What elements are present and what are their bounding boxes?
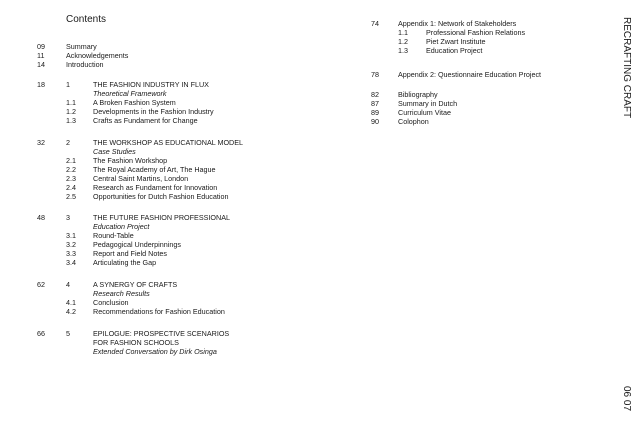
toc-title: Case Studies (93, 147, 136, 156)
toc-page-number: 62 (37, 280, 45, 289)
toc-title: A SYNERGY OF CRAFTS (93, 280, 178, 289)
toc-section-number: 1.3 (398, 46, 408, 55)
toc-title: Summary in Dutch (398, 99, 458, 108)
toc-page-number: 90 (371, 117, 379, 126)
toc-section-number: 5 (66, 329, 70, 338)
toc-section-number: 2.1 (66, 156, 76, 165)
toc-section-number: 3.1 (66, 231, 76, 240)
toc-title: Report and Field Notes (93, 249, 167, 258)
toc-section-number: 2.5 (66, 192, 76, 201)
toc-title: Introduction (66, 60, 104, 69)
toc-title: Bibliography (398, 90, 438, 99)
toc-title: Appendix 1: Network of Stakeholders (398, 19, 517, 28)
toc-section-number: 3.4 (66, 258, 76, 267)
toc-title: Crafts as Fundament for Change (93, 116, 198, 125)
toc-section-number: 1.2 (398, 37, 408, 46)
toc-title: THE FASHION INDUSTRY IN FLUX (93, 80, 209, 89)
toc-section-number: 2 (66, 138, 70, 147)
toc-section-number: 2.4 (66, 183, 76, 192)
toc-section-number: 2.3 (66, 174, 76, 183)
toc-page-number: 09 (37, 42, 45, 51)
toc-title: Research as Fundament for Innovation (93, 183, 218, 192)
toc-title: The Royal Academy of Art, The Hague (93, 165, 216, 174)
toc-page-number: 78 (371, 70, 379, 79)
toc-page-number: 89 (371, 108, 379, 117)
toc-title: Articulating the Gap (93, 258, 157, 267)
toc-title: Piet Zwart Institute (426, 37, 486, 46)
toc-title: Extended Conversation by Dirk Osinga (93, 347, 217, 356)
page-numbers: 06 07 (621, 386, 632, 412)
toc-title: Recommendations for Fashion Education (93, 307, 225, 316)
toc-section-number: 1.3 (66, 116, 76, 125)
toc-title: Curriculum Vitae (398, 108, 451, 117)
toc-section-number: 1 (66, 80, 70, 89)
toc-section-number: 3.2 (66, 240, 76, 249)
toc-title: Appendix 2: Questionnaire Education Project (398, 70, 542, 79)
toc-title: Professional Fashion Relations (426, 28, 526, 37)
toc-page-number: 11 (37, 51, 45, 60)
toc-title: THE WORKSHOP AS EDUCATIONAL MODEL (93, 138, 244, 147)
toc-title: Acknowledgements (66, 51, 129, 60)
toc-section-number: 4 (66, 280, 70, 289)
toc-title: Round-Table (93, 231, 134, 240)
toc-section-number: 4.1 (66, 298, 76, 307)
toc-page-number: 48 (37, 213, 45, 222)
toc-title: Conclusion (93, 298, 129, 307)
toc-title: FOR FASHION SCHOOLS (93, 338, 179, 347)
toc-section-number: 3 (66, 213, 70, 222)
toc-section-number: 1.1 (66, 98, 76, 107)
toc-page-number: 32 (37, 138, 45, 147)
toc-section-number: 1.2 (66, 107, 76, 116)
toc-title: The Fashion Workshop (93, 156, 168, 165)
toc-title: Pedagogical Underpinnings (93, 240, 181, 249)
toc-title: EPILOGUE: PROSPECTIVE SCENARIOS (93, 329, 230, 338)
toc-title: Summary (66, 42, 97, 51)
running-title: RECRAFTING CRAFT (621, 17, 632, 119)
toc-section-number: 2.2 (66, 165, 76, 174)
toc-page-number: 74 (371, 19, 379, 28)
toc-title: Central Saint Martins, London (93, 174, 189, 183)
toc-title: Education Project (93, 222, 150, 231)
toc-page-number: 18 (37, 80, 45, 89)
toc-section-number: 3.3 (66, 249, 76, 258)
toc-title: Theoretical Framework (93, 89, 167, 98)
toc-page-number: 82 (371, 90, 379, 99)
toc-page-number: 66 (37, 329, 45, 338)
toc-title: A Broken Fashion System (93, 98, 176, 107)
toc-section-number: 4.2 (66, 307, 76, 316)
toc-section-number: 1.1 (398, 28, 408, 37)
toc-page-number: 87 (371, 99, 379, 108)
toc-title: THE FUTURE FASHION PROFESSIONAL (93, 213, 230, 222)
toc-page-number: 14 (37, 60, 45, 69)
toc-title: Colophon (398, 117, 429, 126)
contents-heading: Contents (66, 14, 107, 25)
toc-title: Opportunities for Dutch Fashion Education (93, 192, 229, 201)
toc-title: Education Project (426, 46, 483, 55)
toc-title: Research Results (93, 289, 150, 298)
toc-title: Developments in the Fashion Industry (93, 107, 214, 116)
